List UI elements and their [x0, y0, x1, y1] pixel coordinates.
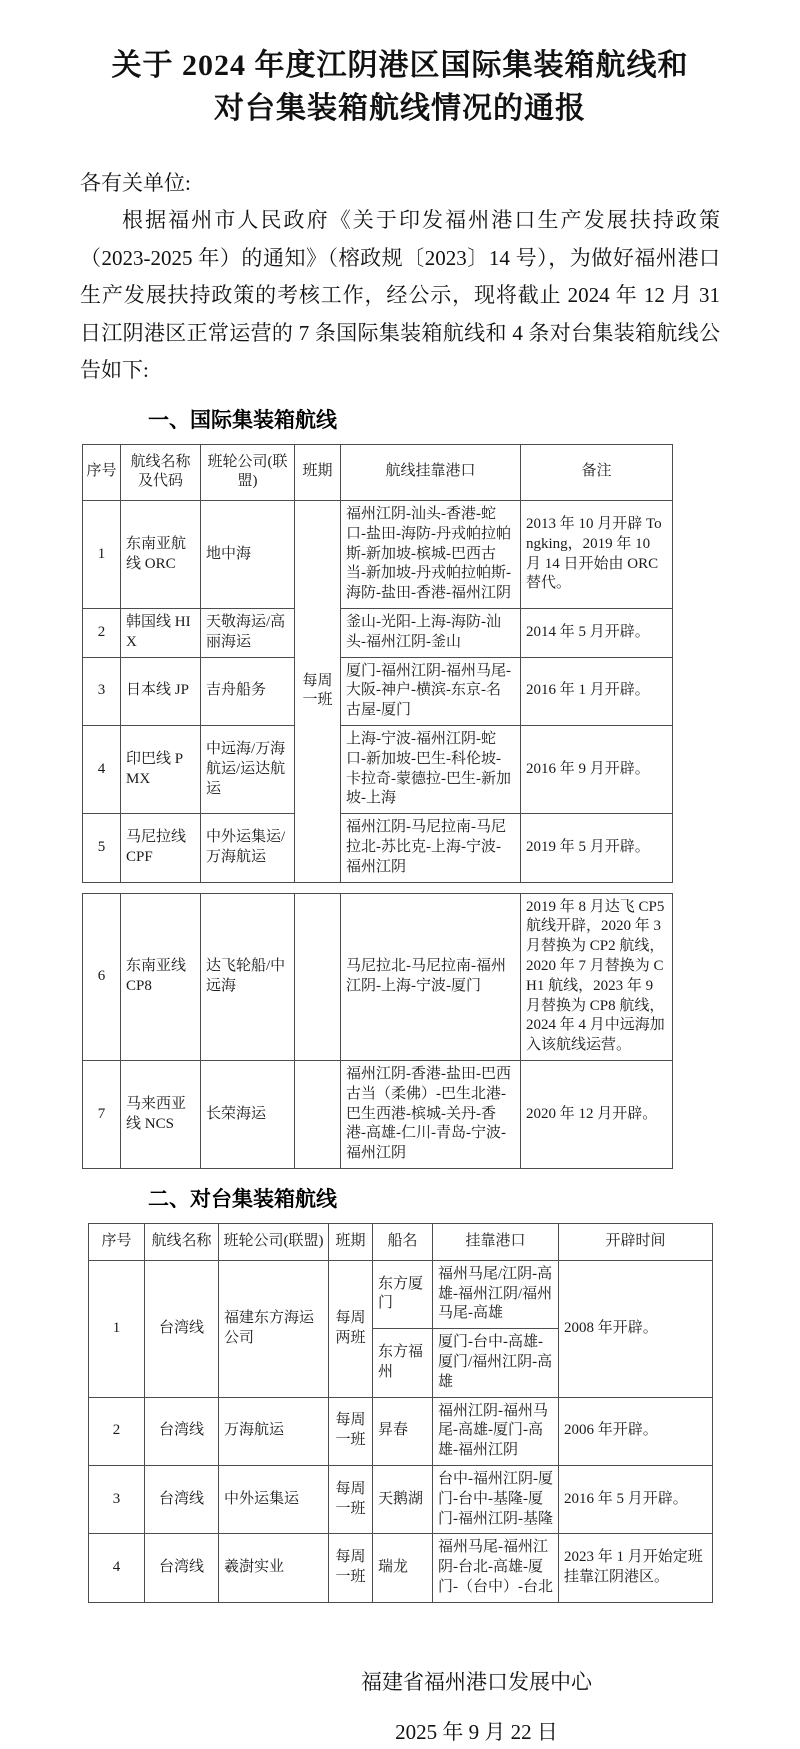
cell-no: 5	[83, 814, 121, 882]
cell-opened: 2006 年开辟。	[559, 1397, 713, 1465]
cell-schedule-empty	[295, 1061, 341, 1169]
title-line-2: 对台集装箱航线情况的通报	[214, 92, 586, 125]
header-company: 班轮公司(联盟)	[201, 444, 295, 501]
cell-company: 中远海/万海航运/运达航运	[201, 726, 295, 814]
cell-no: 4	[83, 726, 121, 814]
cell-schedule: 每周一班	[329, 1465, 373, 1533]
cell-remark: 2016 年 1 月开辟。	[521, 657, 673, 725]
cell-ports: 福州江阴-香港-盐田-巴西古当（柔佛）-巴生北港-巴生西港-槟城-关丹-香港-高雄-仁川-青岛-宁波-福州江阴	[341, 1061, 521, 1169]
cell-company: 中外运集运	[219, 1465, 329, 1533]
table-row	[83, 609, 673, 658]
issue-date: 2025 年 9 月 22 日	[395, 1719, 558, 1744]
cell-no: 7	[83, 1061, 121, 1169]
table-header-row	[83, 444, 673, 501]
cell-opened: 2023 年 1 月开始定班挂靠江阴港区。	[559, 1534, 713, 1602]
cell-ports: 福州马尾/江阴-高雄-福州江阴/福州马尾-高雄	[433, 1260, 559, 1328]
issuer-name: 福建省福州港口发展中心	[361, 1669, 592, 1694]
cell-route-name: 台湾线	[145, 1397, 219, 1465]
cell-ports: 上海-宁波-福州江阴-蛇口-新加坡-巴生-科伦坡-卡拉奇-蒙德拉-巴生-新加坡-上海	[341, 726, 521, 814]
cell-remark: 2019 年 5 月开辟。	[521, 814, 673, 882]
cell-ship: 东方厦门	[373, 1260, 433, 1328]
header-route-name: 航线名称	[145, 1224, 219, 1261]
cell-ports: 厦门-台中-高雄-厦门/福州江阴-高雄	[433, 1329, 559, 1397]
cell-no: 2	[83, 609, 121, 658]
cell-no: 3	[83, 657, 121, 725]
table-row	[83, 657, 673, 725]
cell-no: 2	[89, 1397, 145, 1465]
cell-company: 福建东方海运公司	[219, 1260, 329, 1397]
cell-ship: 昇春	[373, 1397, 433, 1465]
section-heading-international: 一、国际集装箱航线	[148, 408, 337, 432]
cell-no: 1	[83, 501, 121, 609]
intro-paragraph: 根据福州市人民政府《关于印发福州港口生产发展扶持政策（2023-2025 年）的通知》（榕政规〔2023〕14 号），为做好福州港口生产发展扶持政策的考核工作，经公示，现将截止 2024 年 12 月 31 日江阴港区正常运营的 7 条国际集装箱航线和 4 条对台集装箱航线公告如下:	[80, 208, 720, 382]
cell-no: 3	[89, 1465, 145, 1533]
cell-remark: 2013 年 10 月开辟 Tongking，2019 年 10 月 14 日开始由 ORC 替代。	[521, 501, 673, 609]
cell-schedule: 每周一班	[329, 1534, 373, 1602]
cell-ports: 福州江阴-福州马尾-高雄-厦门-高雄-福州江阴	[433, 1397, 559, 1465]
table-row	[89, 1534, 713, 1602]
table-row	[89, 1465, 713, 1533]
signature-block	[361, 1665, 592, 1749]
header-remark: 备注	[521, 444, 673, 501]
table-row	[83, 1061, 673, 1169]
cell-remark: 2016 年 9 月开辟。	[521, 726, 673, 814]
cell-route-name: 台湾线	[145, 1465, 219, 1533]
cell-route-name: 台湾线	[145, 1260, 219, 1397]
cell-schedule-merged: 每周一班	[295, 501, 341, 883]
cell-ports: 福州江阴-汕头-香港-蛇口-盐田-海防-丹戎帕拉帕斯-新加坡-槟城-巴西古当-新加坡-丹戎帕拉帕斯-海防-盐田-香港-福州江阴	[341, 501, 521, 609]
cell-ports: 福州马尾-福州江阴-台北-高雄-厦门-（台中）-台北	[433, 1534, 559, 1602]
cell-ship: 瑞龙	[373, 1534, 433, 1602]
header-ship: 船名	[373, 1224, 433, 1261]
cell-route-name: 马来西亚线 NCS	[121, 1061, 201, 1169]
cell-route-name: 日本线 JP	[121, 657, 201, 725]
cell-company: 天敬海运/高丽海运	[201, 609, 295, 658]
cell-company: 吉舟船务	[201, 657, 295, 725]
cell-ports: 马尼拉北-马尼拉南-福州江阴-上海-宁波-厦门	[341, 893, 521, 1060]
cell-ports: 釜山-光阳-上海-海防-汕头-福州江阴-釜山	[341, 609, 521, 658]
table-row	[83, 893, 673, 1060]
table-row	[89, 1397, 713, 1465]
header-ports: 航线挂靠港口	[341, 444, 521, 501]
cell-company: 地中海	[201, 501, 295, 609]
cell-route-name: 印巴线 PMX	[121, 726, 201, 814]
header-company: 班轮公司(联盟)	[219, 1224, 329, 1261]
cell-company: 万海航运	[219, 1397, 329, 1465]
section-heading-taiwan: 二、对台集装箱航线	[148, 1188, 337, 1211]
page-title	[80, 44, 720, 130]
table-row	[83, 814, 673, 882]
cell-opened: 2008 年开辟。	[559, 1260, 713, 1397]
cell-remark: 2020 年 12 月开辟。	[521, 1061, 673, 1169]
table-header-row	[89, 1224, 713, 1261]
header-schedule: 班期	[295, 444, 341, 501]
title-line-1: 关于 2024 年度江阴港区国际集装箱航线和	[111, 49, 689, 82]
header-opened: 开辟时间	[559, 1224, 713, 1261]
cell-route-name: 台湾线	[145, 1534, 219, 1602]
cell-schedule: 每周一班	[329, 1397, 373, 1465]
cell-company: 中外运集运/万海航运	[201, 814, 295, 882]
taiwan-routes-table	[88, 1223, 713, 1603]
cell-route-name: 东南亚航线 ORC	[121, 501, 201, 609]
cell-route-name: 马尼拉线 CPF	[121, 814, 201, 882]
table-row	[83, 726, 673, 814]
cell-company: 长荣海运	[201, 1061, 295, 1169]
cell-company: 羲澍实业	[219, 1534, 329, 1602]
cell-ports: 台中-福州江阴-厦门-台中-基隆-厦门-福州江阴-基隆	[433, 1465, 559, 1533]
cell-no: 1	[89, 1260, 145, 1397]
international-routes-table-part2	[82, 893, 673, 1169]
cell-opened: 2016 年 5 月开辟。	[559, 1465, 713, 1533]
cell-remark: 2014 年 5 月开辟。	[521, 609, 673, 658]
page-break-gap	[80, 883, 720, 893]
cell-remark: 2019 年 8 月达飞 CP5 航线开辟，2020 年 3 月替换为 CP2 航线，2020 年 7 月替换为 CH1 航线，2023 年 9 月替换为 CP8 航线，2024 年 4 月中远海加入该航线运营。	[521, 893, 673, 1060]
international-routes-table-part1	[82, 444, 673, 883]
cell-ports: 厦门-福州江阴-福州马尾-大阪-神户-横滨-东京-名古屋-厦门	[341, 657, 521, 725]
header-schedule: 班期	[329, 1224, 373, 1261]
header-ports: 挂靠港口	[433, 1224, 559, 1261]
cell-ship: 东方福州	[373, 1329, 433, 1397]
cell-schedule-empty	[295, 893, 341, 1060]
header-route-name: 航线名称及代码	[121, 444, 201, 501]
header-no: 序号	[83, 444, 121, 501]
cell-route-name: 东南亚线 CP8	[121, 893, 201, 1060]
cell-no: 6	[83, 893, 121, 1060]
cell-schedule: 每周两班	[329, 1260, 373, 1397]
cell-route-name: 韩国线 HIX	[121, 609, 201, 658]
table-row	[83, 501, 673, 609]
cell-no: 4	[89, 1534, 145, 1602]
cell-ports: 福州江阴-马尼拉南-马尼拉北-苏比克-上海-宁波-福州江阴	[341, 814, 521, 882]
cell-company: 达飞轮船/中远海	[201, 893, 295, 1060]
table-row	[89, 1260, 713, 1328]
header-no: 序号	[89, 1224, 145, 1261]
salutation: 各有关单位:	[80, 171, 191, 195]
cell-ship: 天鹅湖	[373, 1465, 433, 1533]
